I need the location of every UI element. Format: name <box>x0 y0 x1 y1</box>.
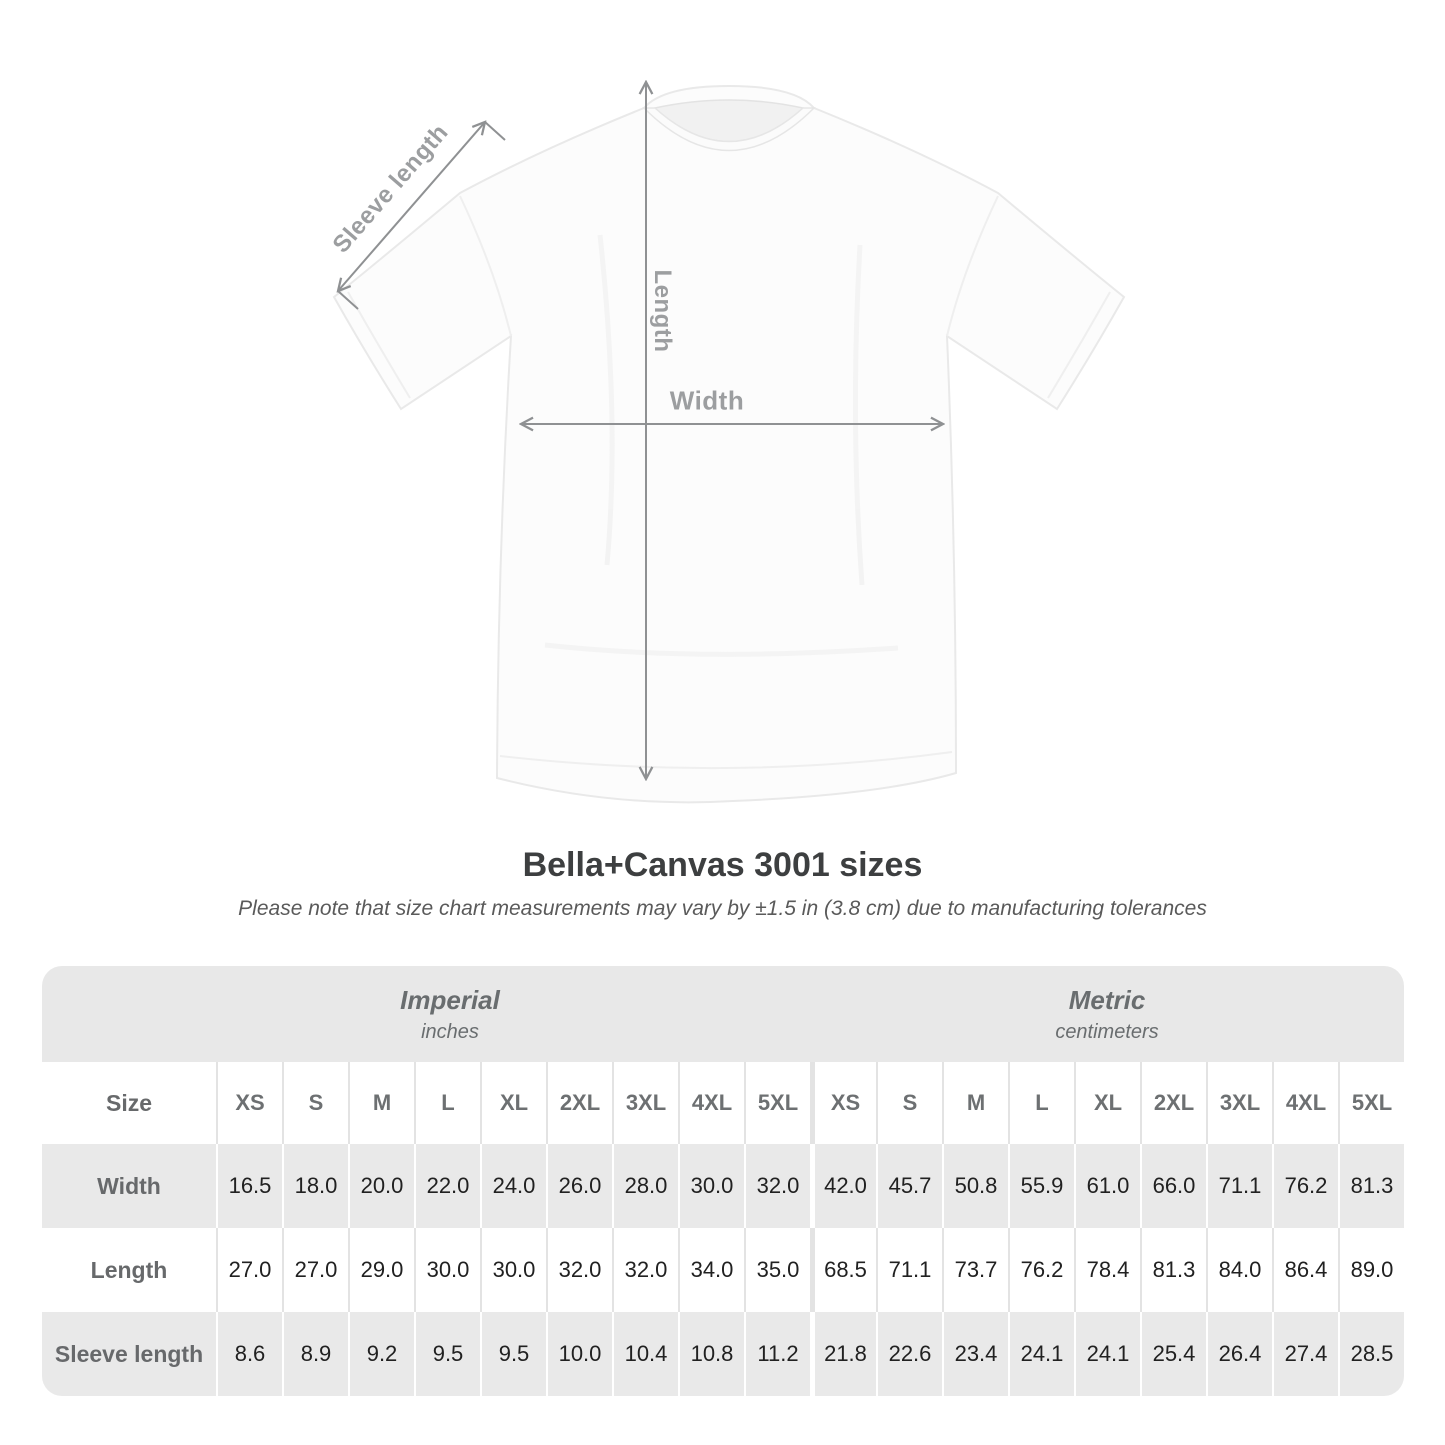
width-value-cell: 16.5 <box>216 1144 282 1228</box>
tolerance-note: Please note that size chart measurements may vary by ±1.5 in (3.8 cm) due to manufacturing tolerances <box>238 897 1207 920</box>
length-value-cell: 68.5 <box>810 1228 876 1312</box>
width-value-cell: 66.0 <box>1140 1144 1206 1228</box>
unit-header-row <box>42 966 1404 1062</box>
length-value-cell: 32.0 <box>612 1228 678 1312</box>
sleeve-value-cell: 28.5 <box>1338 1312 1404 1396</box>
sleeve-value-cell: 10.8 <box>678 1312 744 1396</box>
length-value-cell: 76.2 <box>1008 1228 1074 1312</box>
length-value-cell: 27.0 <box>282 1228 348 1312</box>
size-header-cell: M <box>942 1062 1008 1144</box>
size-header-cell: XL <box>480 1062 546 1144</box>
length-value-cell: 81.3 <box>1140 1228 1206 1312</box>
length-value-cell: 30.0 <box>480 1228 546 1312</box>
length-row-label: Length <box>90 1256 168 1283</box>
size-header-cell: XS <box>216 1062 282 1144</box>
width-value-cell: 28.0 <box>612 1144 678 1228</box>
size-header-cell: L <box>414 1062 480 1144</box>
width-value-cell: 61.0 <box>1074 1144 1140 1228</box>
size-table <box>42 966 1404 1396</box>
sleeve-value-cell: 11.2 <box>744 1312 810 1396</box>
metric-unit: centimeters <box>1055 1020 1159 1043</box>
sleeve-value-cell: 10.4 <box>612 1312 678 1396</box>
length-value-cell: 86.4 <box>1272 1228 1338 1312</box>
sleeve-length-dimension-label: Sleeve length <box>327 118 454 259</box>
size-column-header: Size <box>105 1089 153 1116</box>
sleeve-arrow-tick-top <box>485 122 505 140</box>
size-header-cell: 5XL <box>1338 1062 1404 1144</box>
width-value-cell: 42.0 <box>810 1144 876 1228</box>
length-value-cell: 34.0 <box>678 1228 744 1312</box>
length-value-cell: 35.0 <box>744 1228 810 1312</box>
sleeve-length-row-label: Sleeve length <box>54 1340 204 1367</box>
length-value-cell: 73.7 <box>942 1228 1008 1312</box>
size-header-row <box>42 1062 1404 1144</box>
length-dimension-label: Length <box>649 269 676 353</box>
width-value-cell: 24.0 <box>480 1144 546 1228</box>
sleeve-value-cell: 27.4 <box>1272 1312 1338 1396</box>
sleeve-value-cell: 26.4 <box>1206 1312 1272 1396</box>
size-header-cell: 5XL <box>744 1062 810 1144</box>
sleeve-value-cell: 24.1 <box>1074 1312 1140 1396</box>
sleeve-value-cell: 9.5 <box>480 1312 546 1396</box>
metric-section-header <box>810 966 1404 1062</box>
width-value-cell: 55.9 <box>1008 1144 1074 1228</box>
width-row-label: Width <box>97 1172 161 1199</box>
size-header-cell: 2XL <box>1140 1062 1206 1144</box>
sleeve-value-cell: 9.5 <box>414 1312 480 1396</box>
sleeve-value-cell: 8.9 <box>282 1312 348 1396</box>
metric-title: Metric <box>1068 984 1146 1015</box>
width-value-cell: 76.2 <box>1272 1144 1338 1228</box>
width-value-cell: 30.0 <box>678 1144 744 1228</box>
length-row <box>42 1228 1404 1312</box>
imperial-unit: inches <box>421 1020 479 1043</box>
size-header-cell: 3XL <box>612 1062 678 1144</box>
width-value-cell: 20.0 <box>348 1144 414 1228</box>
width-value-cell: 50.8 <box>942 1144 1008 1228</box>
width-value-cell: 81.3 <box>1338 1144 1404 1228</box>
size-header-cell: M <box>348 1062 414 1144</box>
page-title: Bella+Canvas 3001 sizes <box>522 846 923 884</box>
sleeve-value-cell: 22.6 <box>876 1312 942 1396</box>
size-header-cell: 2XL <box>546 1062 612 1144</box>
sleeve-value-cell: 9.2 <box>348 1312 414 1396</box>
width-value-cell: 45.7 <box>876 1144 942 1228</box>
length-value-cell: 27.0 <box>216 1228 282 1312</box>
sleeve-value-cell: 8.6 <box>216 1312 282 1396</box>
length-value-cell: 30.0 <box>414 1228 480 1312</box>
size-header-cell: 4XL <box>1272 1062 1338 1144</box>
sleeve-value-cell: 21.8 <box>810 1312 876 1396</box>
length-value-cell: 78.4 <box>1074 1228 1140 1312</box>
imperial-title: Imperial <box>400 984 500 1015</box>
size-header-cell: S <box>282 1062 348 1144</box>
size-header-cell: XS <box>810 1062 876 1144</box>
width-value-cell: 22.0 <box>414 1144 480 1228</box>
shirt-body <box>334 86 1124 802</box>
sleeve-length-row <box>42 1312 1404 1396</box>
width-value-cell: 26.0 <box>546 1144 612 1228</box>
sleeve-value-cell: 25.4 <box>1140 1312 1206 1396</box>
width-dimension-label: Width <box>669 385 745 416</box>
size-header-cell: 4XL <box>678 1062 744 1144</box>
width-value-cell: 32.0 <box>744 1144 810 1228</box>
imperial-section-header <box>42 966 810 1062</box>
length-value-cell: 71.1 <box>876 1228 942 1312</box>
size-header-cell: XL <box>1074 1062 1140 1144</box>
length-value-cell: 89.0 <box>1338 1228 1404 1312</box>
sleeve-value-cell: 10.0 <box>546 1312 612 1396</box>
length-value-cell: 84.0 <box>1206 1228 1272 1312</box>
size-header-cell: 3XL <box>1206 1062 1272 1144</box>
size-header-cell: S <box>876 1062 942 1144</box>
width-row <box>42 1144 1404 1228</box>
width-value-cell: 71.1 <box>1206 1144 1272 1228</box>
sleeve-value-cell: 24.1 <box>1008 1312 1074 1396</box>
width-value-cell: 18.0 <box>282 1144 348 1228</box>
size-header-cell: L <box>1008 1062 1074 1144</box>
length-value-cell: 32.0 <box>546 1228 612 1312</box>
length-value-cell: 29.0 <box>348 1228 414 1312</box>
sleeve-value-cell: 23.4 <box>942 1312 1008 1396</box>
